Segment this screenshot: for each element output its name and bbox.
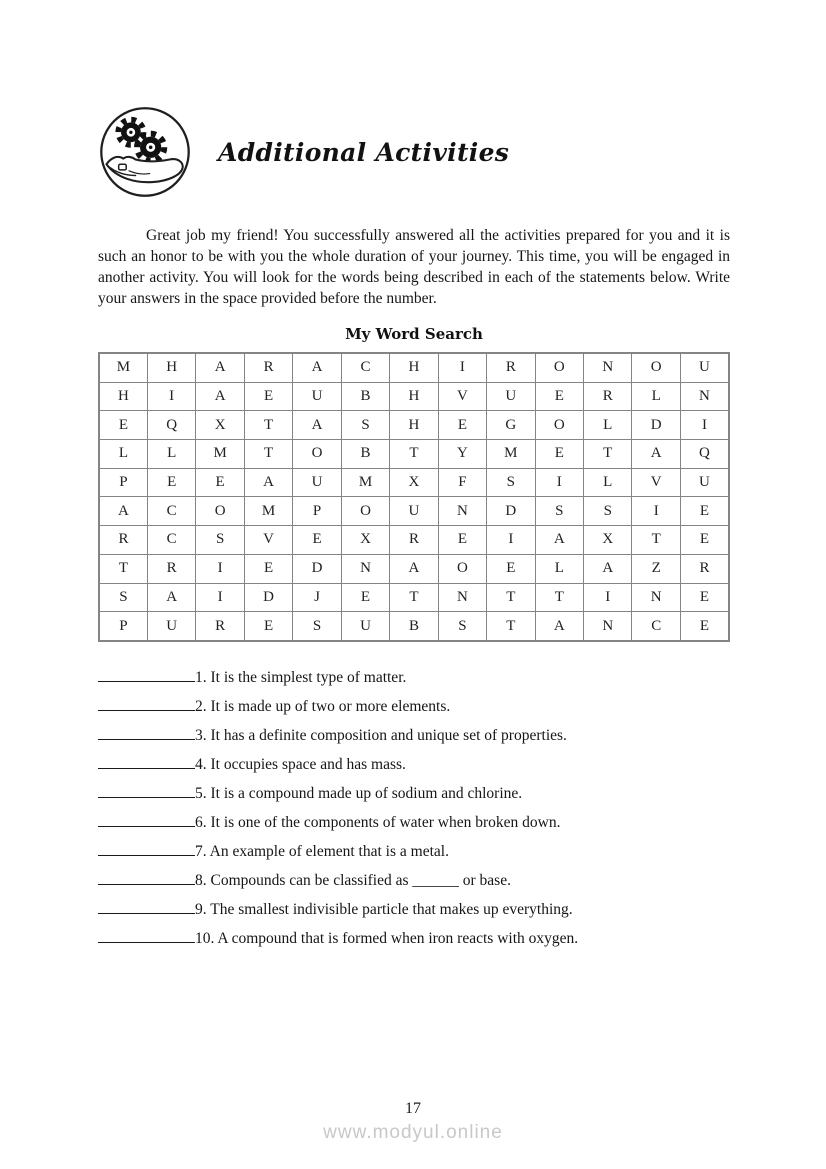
question-item bbox=[98, 721, 730, 750]
grid-cell: T bbox=[99, 554, 147, 583]
answer-blank bbox=[98, 782, 195, 798]
question-text: 9. The smallest indivisible particle that makes up everything. bbox=[195, 900, 573, 918]
watermark: www.modyul.online bbox=[323, 1122, 503, 1143]
answer-blank bbox=[98, 666, 195, 682]
grid-cell: M bbox=[244, 497, 292, 526]
grid-cell: S bbox=[196, 526, 244, 555]
intro-paragraph: Great job my friend! You successfully answered all the activities prepared for you and it is such an honor to be with you the whole duration of your journey. This time, you will be engaged in another activity. You will look for the words being described in each of the statements below. Write your answers in the space provided before the number. bbox=[98, 227, 730, 307]
grid-cell: B bbox=[390, 612, 438, 641]
grid-cell: U bbox=[293, 382, 341, 411]
grid-row bbox=[99, 526, 729, 555]
grid-cell: O bbox=[535, 411, 583, 440]
grid-cell: Y bbox=[438, 440, 486, 469]
grid-cell: O bbox=[535, 353, 583, 382]
grid-cell: E bbox=[244, 554, 292, 583]
grid-cell: E bbox=[535, 440, 583, 469]
grid-cell: D bbox=[487, 497, 535, 526]
grid-cell: I bbox=[487, 526, 535, 555]
word-search-title: My Word Search bbox=[345, 325, 483, 343]
grid-cell: E bbox=[487, 554, 535, 583]
grid-cell: L bbox=[147, 440, 195, 469]
grid-cell: X bbox=[390, 468, 438, 497]
question-text: 10. A compound that is formed when iron reacts with oxygen. bbox=[195, 929, 579, 947]
answer-blank bbox=[98, 724, 195, 740]
grid-cell: R bbox=[487, 353, 535, 382]
questions-list bbox=[98, 663, 730, 953]
grid-cell: D bbox=[244, 583, 292, 612]
grid-row bbox=[99, 440, 729, 469]
grid-cell: Q bbox=[680, 440, 729, 469]
grid-cell: U bbox=[147, 612, 195, 641]
grid-cell: S bbox=[584, 497, 632, 526]
grid-cell: E bbox=[680, 612, 729, 641]
question-text: 1. It is the simplest type of matter. bbox=[195, 668, 407, 686]
grid-cell: N bbox=[584, 612, 632, 641]
grid-cell: I bbox=[196, 554, 244, 583]
grid-cell: E bbox=[99, 411, 147, 440]
grid-cell: O bbox=[438, 554, 486, 583]
question-text: 4. It occupies space and has mass. bbox=[195, 755, 406, 773]
grid-cell: J bbox=[293, 583, 341, 612]
question-item bbox=[98, 895, 730, 924]
grid-cell: B bbox=[341, 382, 389, 411]
grid-cell: A bbox=[293, 411, 341, 440]
grid-cell: M bbox=[196, 440, 244, 469]
grid-cell: U bbox=[390, 497, 438, 526]
grid-cell: H bbox=[390, 353, 438, 382]
grid-cell: I bbox=[632, 497, 680, 526]
question-text: 6. It is one of the components of water when broken down. bbox=[195, 813, 561, 831]
grid-cell: S bbox=[293, 612, 341, 641]
grid-cell: R bbox=[196, 612, 244, 641]
grid-cell: E bbox=[244, 382, 292, 411]
grid-cell: E bbox=[438, 526, 486, 555]
grid-cell: A bbox=[293, 353, 341, 382]
question-text: 8. Compounds can be classified as ______ or base. bbox=[195, 871, 511, 889]
answer-blank bbox=[98, 695, 195, 711]
grid-cell: X bbox=[196, 411, 244, 440]
grid-cell: V bbox=[244, 526, 292, 555]
grid-cell: E bbox=[147, 468, 195, 497]
grid-cell: C bbox=[147, 526, 195, 555]
grid-row bbox=[99, 411, 729, 440]
question-item bbox=[98, 779, 730, 808]
grid-cell: E bbox=[535, 382, 583, 411]
grid-cell: R bbox=[390, 526, 438, 555]
word-search-grid bbox=[98, 352, 730, 642]
grid-cell: I bbox=[584, 583, 632, 612]
grid-cell: U bbox=[680, 353, 729, 382]
grid-cell: A bbox=[390, 554, 438, 583]
grid-cell: I bbox=[535, 468, 583, 497]
grid-cell: T bbox=[390, 583, 438, 612]
grid-cell: L bbox=[535, 554, 583, 583]
answer-blank bbox=[98, 840, 195, 856]
grid-cell: N bbox=[680, 382, 729, 411]
grid-cell: S bbox=[438, 612, 486, 641]
grid-row bbox=[99, 583, 729, 612]
grid-cell: M bbox=[341, 468, 389, 497]
grid-cell: S bbox=[487, 468, 535, 497]
grid-cell: N bbox=[341, 554, 389, 583]
question-text: 5. It is a compound made up of sodium and chlorine. bbox=[195, 784, 523, 802]
grid-cell: U bbox=[680, 468, 729, 497]
grid-cell: R bbox=[244, 353, 292, 382]
grid-cell: U bbox=[341, 612, 389, 641]
question-text: 3. It has a definite composition and unique set of properties. bbox=[195, 726, 567, 744]
grid-cell: H bbox=[99, 382, 147, 411]
grid-cell: M bbox=[99, 353, 147, 382]
grid-cell: L bbox=[99, 440, 147, 469]
grid-cell: Z bbox=[632, 554, 680, 583]
grid-cell: T bbox=[584, 440, 632, 469]
grid-cell: C bbox=[147, 497, 195, 526]
grid-cell: S bbox=[341, 411, 389, 440]
grid-cell: E bbox=[438, 411, 486, 440]
grid-cell: L bbox=[632, 382, 680, 411]
grid-cell: A bbox=[535, 612, 583, 641]
grid-cell: N bbox=[438, 497, 486, 526]
grid-cell: E bbox=[244, 612, 292, 641]
grid-cell: E bbox=[341, 583, 389, 612]
grid-cell: T bbox=[535, 583, 583, 612]
page-number: 17 bbox=[405, 1100, 421, 1117]
question-item bbox=[98, 808, 730, 837]
grid-cell: P bbox=[293, 497, 341, 526]
grid-cell: A bbox=[584, 554, 632, 583]
grid-cell: N bbox=[632, 583, 680, 612]
grid-row bbox=[99, 497, 729, 526]
grid-cell: O bbox=[341, 497, 389, 526]
grid-cell: T bbox=[390, 440, 438, 469]
grid-cell: E bbox=[680, 583, 729, 612]
grid-cell: T bbox=[487, 612, 535, 641]
grid-cell: E bbox=[680, 526, 729, 555]
grid-cell: C bbox=[632, 612, 680, 641]
word-search-grid-body bbox=[99, 353, 729, 641]
grid-cell: L bbox=[584, 411, 632, 440]
grid-cell: H bbox=[390, 411, 438, 440]
grid-cell: X bbox=[341, 526, 389, 555]
grid-cell: H bbox=[390, 382, 438, 411]
grid-cell: A bbox=[196, 382, 244, 411]
grid-cell: L bbox=[584, 468, 632, 497]
question-text: 7. An example of element that is a metal. bbox=[195, 842, 449, 860]
grid-cell: D bbox=[293, 554, 341, 583]
page-title: Additional Activities bbox=[218, 137, 510, 167]
question-item bbox=[98, 866, 730, 895]
question-item bbox=[98, 692, 730, 721]
answer-blank bbox=[98, 927, 195, 943]
grid-row bbox=[99, 468, 729, 497]
answer-blank bbox=[98, 869, 195, 885]
question-item bbox=[98, 837, 730, 866]
grid-cell: V bbox=[438, 382, 486, 411]
grid-cell: O bbox=[196, 497, 244, 526]
grid-cell: M bbox=[487, 440, 535, 469]
grid-cell: H bbox=[147, 353, 195, 382]
grid-cell: O bbox=[632, 353, 680, 382]
question-item bbox=[98, 750, 730, 779]
grid-cell: T bbox=[244, 411, 292, 440]
grid-cell: C bbox=[341, 353, 389, 382]
grid-cell: R bbox=[147, 554, 195, 583]
page-header bbox=[98, 0, 730, 199]
grid-cell: I bbox=[680, 411, 729, 440]
grid-cell: V bbox=[632, 468, 680, 497]
grid-cell: I bbox=[438, 353, 486, 382]
grid-cell: U bbox=[487, 382, 535, 411]
grid-cell: B bbox=[341, 440, 389, 469]
grid-cell: A bbox=[99, 497, 147, 526]
answer-blank bbox=[98, 811, 195, 827]
grid-cell: A bbox=[535, 526, 583, 555]
grid-cell: G bbox=[487, 411, 535, 440]
grid-cell: I bbox=[196, 583, 244, 612]
question-text: 2. It is made up of two or more elements. bbox=[195, 697, 451, 715]
grid-cell: D bbox=[632, 411, 680, 440]
answer-blank bbox=[98, 753, 195, 769]
grid-cell: E bbox=[293, 526, 341, 555]
grid-cell: R bbox=[680, 554, 729, 583]
grid-cell: P bbox=[99, 612, 147, 641]
grid-cell: R bbox=[99, 526, 147, 555]
grid-cell: E bbox=[196, 468, 244, 497]
grid-cell: T bbox=[632, 526, 680, 555]
grid-cell: P bbox=[99, 468, 147, 497]
grid-cell: S bbox=[99, 583, 147, 612]
grid-row bbox=[99, 612, 729, 641]
grid-cell: T bbox=[244, 440, 292, 469]
grid-cell: T bbox=[487, 583, 535, 612]
grid-cell: Q bbox=[147, 411, 195, 440]
grid-row bbox=[99, 382, 729, 411]
grid-cell: S bbox=[535, 497, 583, 526]
grid-cell: F bbox=[438, 468, 486, 497]
grid-cell: I bbox=[147, 382, 195, 411]
question-item bbox=[98, 663, 730, 692]
answer-blank bbox=[98, 898, 195, 914]
grid-cell: N bbox=[438, 583, 486, 612]
grid-cell: N bbox=[584, 353, 632, 382]
grid-cell: O bbox=[293, 440, 341, 469]
question-item bbox=[98, 924, 730, 953]
grid-cell: A bbox=[196, 353, 244, 382]
grid-cell: R bbox=[584, 382, 632, 411]
grid-cell: E bbox=[680, 497, 729, 526]
grid-cell: X bbox=[584, 526, 632, 555]
grid-row bbox=[99, 554, 729, 583]
grid-cell: A bbox=[147, 583, 195, 612]
grid-row bbox=[99, 353, 729, 382]
grid-cell: A bbox=[632, 440, 680, 469]
gears-in-hand-icon bbox=[98, 105, 192, 199]
grid-cell: A bbox=[244, 468, 292, 497]
grid-cell: U bbox=[293, 468, 341, 497]
